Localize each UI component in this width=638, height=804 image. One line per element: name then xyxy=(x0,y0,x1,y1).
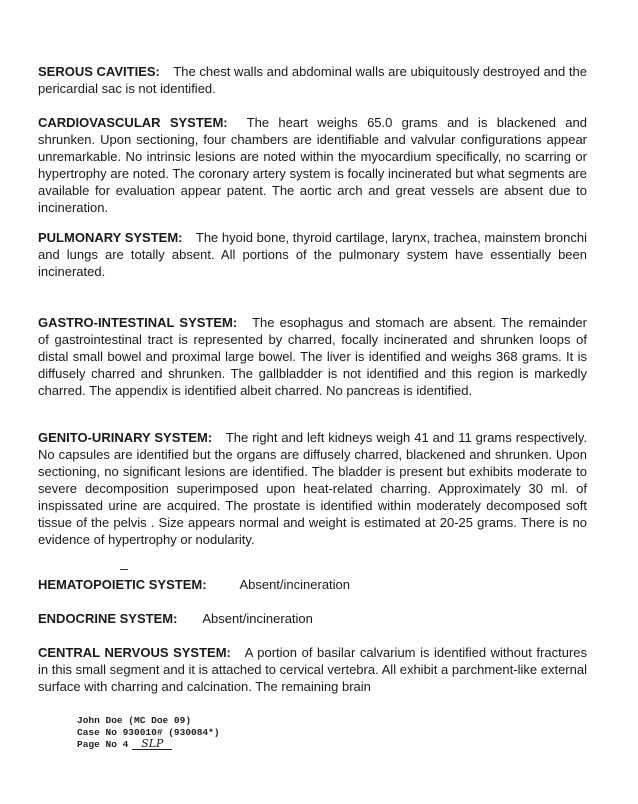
section-text: Absent/incineration xyxy=(202,611,313,626)
page-footer xyxy=(77,715,220,751)
section-text: The right and left kidneys weigh 41 and 11 grams respectively. No capsules are identified but the organs are diffusely charred, blackened and shrunken. Upon sectioning, no significant lesions are identified. The bladder is present but exhibits moderate to severe decomposition superimposed upon heat-related charring. Approximately 30 ml. of inspissated urine are acquired. The prostate is identified within moderately decomposed soft tissue of the pelvis . Size appears normal and weight is estimated at 20-25 grams. There is no evidence of hypertrophy or nodularity. xyxy=(38,430,587,547)
section-text: Absent/incineration xyxy=(239,577,351,592)
stray-mark xyxy=(120,569,128,570)
section-text: The heart weighs 65.0 grams and is blackened and shrunken. Upon sectioning, four chambers are identifiable and valvular configurations appear unremarkable. No intrinsic lesions are noted within the myocardium specifically, no scarring or hypertrophy are noted. The coronary artery system is focally incinerated but what segments are available for evaluation appear patent. The aortic arch and great vessels are absent due to incineration. xyxy=(38,115,587,215)
section-heading: GASTRO-INTESTINAL SYSTEM: xyxy=(38,315,238,330)
section-heading: CARDIOVASCULAR SYSTEM: xyxy=(38,115,228,130)
central-nervous-section xyxy=(38,644,587,695)
section-heading: ENDOCRINE SYSTEM: xyxy=(38,611,178,626)
section-text: The chest walls and abdominal walls are ubiquitously destroyed and the pericardial sac is not identified. xyxy=(38,64,587,96)
genitourinary-section xyxy=(38,429,587,548)
handwritten-initials: SLP xyxy=(132,739,172,750)
section-heading: SEROUS CAVITIES: xyxy=(38,64,160,79)
footer-page-label: Page No 4 xyxy=(77,739,129,750)
section-heading: PULMONARY SYSTEM: xyxy=(38,230,183,245)
hematopoietic-section xyxy=(38,576,587,593)
serous-cavities-section xyxy=(38,63,587,97)
pulmonary-section xyxy=(38,229,587,280)
footer-case-line: Case No 930010# (930084*) xyxy=(77,727,220,738)
footer-page-line xyxy=(77,739,220,751)
section-text: The esophagus and stomach are absent. The remainder of gastrointestinal tract is represented by charred, focally incinerated and shrunken loops of distal small bowel and proximal large bowel. The liver is identified and weighs 368 grams. It is diffusely charred and shrunken. The gallbladder is not identified and this region is markedly charred. The appendix is identified albeit charred. No pancreas is identified. xyxy=(38,315,587,398)
section-heading: GENITO-URINARY SYSTEM: xyxy=(38,430,213,445)
section-text: A portion of basilar calvarium is identified without fractures in this small segment and it is attached to cervical vertebra. All exhibit a parchment-like external surface with charring and calcination. The remaining brain xyxy=(38,645,587,694)
cardiovascular-section xyxy=(38,114,587,216)
section-heading: HEMATOPOIETIC SYSTEM: xyxy=(38,577,207,592)
section-heading: CENTRAL NERVOUS SYSTEM: xyxy=(38,645,231,660)
endocrine-section xyxy=(38,610,587,627)
section-text: The hyoid bone, thyroid cartilage, larynx, trachea, mainstem bronchi and lungs are totally absent. All portions of the pulmonary system have essentially been incinerated. xyxy=(38,230,587,279)
footer-name-line: John Doe (MC Doe 09) xyxy=(77,715,192,726)
gastrointestinal-section xyxy=(38,314,587,399)
